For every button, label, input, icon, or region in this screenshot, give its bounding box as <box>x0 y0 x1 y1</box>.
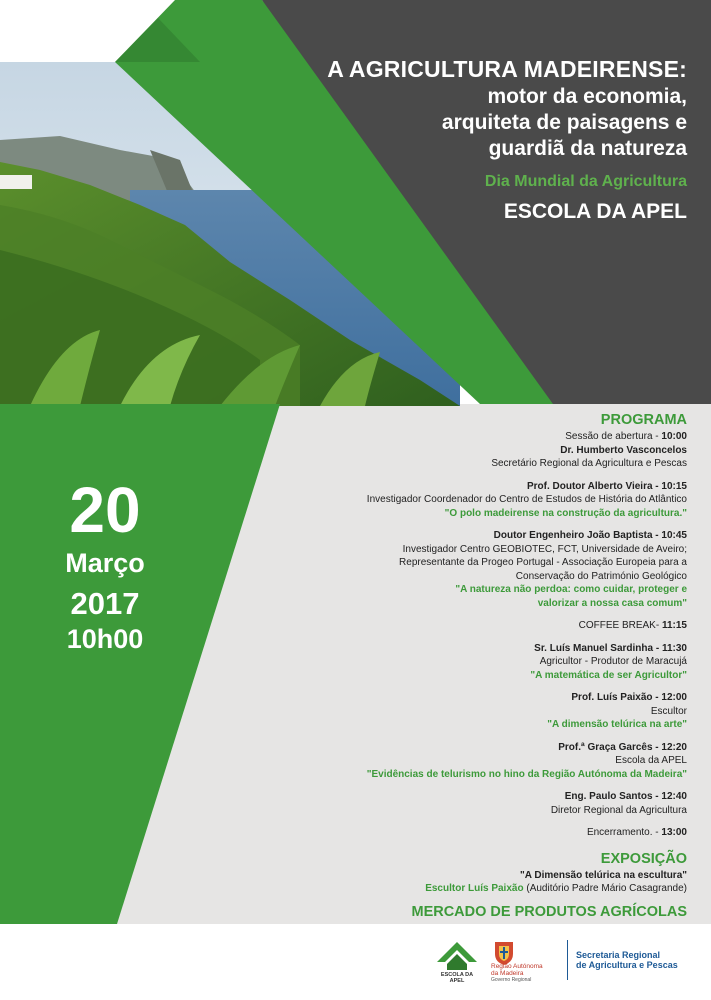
program-entry-line <box>287 642 687 656</box>
date-time: 10h00 <box>66 624 144 654</box>
program-entry-label: Prof.ª Graça Garcês - <box>558 741 662 753</box>
venue-name: ESCOLA DA APEL <box>503 200 687 223</box>
program-entry <box>287 826 687 840</box>
program-entry-line <box>287 691 687 705</box>
program-entry-time: 11:15 <box>661 620 687 631</box>
program-entry-label: COFFEE BREAK- <box>578 620 662 631</box>
apel-logo-icon <box>437 942 477 970</box>
program-entry-line: Investigador Coordenador do Centro de Estudos de História do Atlântico <box>366 494 687 505</box>
program-entry-line: "A dimensão telúrica na arte" <box>547 719 687 730</box>
program-entry-line <box>287 826 687 840</box>
program-entry-line <box>287 619 687 633</box>
date-year: 2017 <box>70 586 140 621</box>
title-line-1: A AGRICULTURA MADEIRENSE: <box>327 56 687 82</box>
program-heading: PROGRAMA <box>600 412 687 428</box>
program-entry-line: Diretor Regional da Agricultura <box>550 804 687 816</box>
market-heading: MERCADO DE PRODUTOS AGRÍCOLAS <box>411 903 687 920</box>
program-entry-line <box>287 480 687 494</box>
program-entry-line: Investigador Centro GEOBIOTEC, FCT, Universidade de Aveiro; <box>402 543 687 555</box>
program-section <box>287 410 687 922</box>
exhibition-heading: EXPOSIÇÃO <box>600 850 687 867</box>
exhibition-artist: Escultor Luís Paixão <box>425 883 524 894</box>
program-entry-time: 12:00 <box>661 692 687 703</box>
madeira-line-3: Governo Regional <box>491 977 532 983</box>
program-entry-line: "Evidências de telurismo no hino da Região Autónoma da Madeira" <box>366 768 687 780</box>
program-entry-label: Prof. Luís Paixão - <box>571 692 662 703</box>
program-entry <box>287 529 687 610</box>
madeira-line-2: da Madeira <box>491 970 524 977</box>
program-entry-line: Conservação do Património Geológico <box>515 570 687 582</box>
program-entry <box>287 619 687 633</box>
program-entry-label: Encerramento. - <box>586 827 662 838</box>
program-entry-label: Doutor Engenheiro João Baptista - <box>493 530 662 541</box>
secretaria-line-1: Secretaria Regional <box>576 950 661 960</box>
date-month: Março <box>65 548 145 578</box>
program-entry-time: 10:15 <box>661 480 687 492</box>
title-line-2: motor da economia, <box>487 85 687 108</box>
program-entry-line: "O polo madeirense na construção da agricultura." <box>444 507 687 519</box>
program-entry-time: 11:30 <box>661 642 687 654</box>
program-entry-line: Dr. Humberto Vasconcelos <box>560 444 687 456</box>
program-entry <box>287 741 687 782</box>
madeira-logo-text <box>491 963 571 984</box>
program-entry <box>287 790 687 817</box>
program-entry-line: Secretário Regional da Agricultura e Pescas <box>491 458 687 469</box>
program-entry <box>287 691 687 732</box>
event-subtitle: Dia Mundial da Agricultura <box>484 173 687 190</box>
exhibition-credit <box>287 882 687 896</box>
madeira-line-1: Região Autónoma <box>491 963 543 970</box>
program-entry <box>287 642 687 683</box>
secretaria-line-2: de Agricultura e Pescas <box>576 960 678 970</box>
program-entry-line: Escola da APEL <box>615 755 687 766</box>
apel-logo-text: ESCOLA DA APEL <box>440 972 474 984</box>
program-entry-line: "A matemática de ser Agricultor" <box>530 669 687 681</box>
program-entry-line: Escultor <box>650 705 687 717</box>
program-entry <box>287 480 687 521</box>
program-entry-time: 13:00 <box>661 827 687 838</box>
program-entry-time: 10:45 <box>661 530 687 541</box>
program-entries <box>287 430 687 840</box>
program-entry-label: Sessão de abertura - <box>565 431 662 442</box>
title-line-3: arquiteta de paisagens e <box>441 111 687 134</box>
program-entry-line: Representante da Progeo Portugal - Associação Europeia para a <box>399 557 687 568</box>
program-entry <box>287 430 687 471</box>
logo-divider <box>567 940 568 980</box>
exhibition-work: "A Dimensão telúrica na escultura" <box>520 869 687 881</box>
program-entry-label: Prof. Doutor Alberto Vieira - <box>526 480 662 492</box>
program-entry-line <box>287 529 687 543</box>
program-entry-line: "A natureza não perdoa: como cuidar, proteger e <box>455 584 687 595</box>
program-entry-label: Sr. Luís Manuel Sardinha - <box>534 642 662 654</box>
date-day: 20 <box>69 474 141 546</box>
exhibition-section <box>287 849 687 896</box>
program-entry-line: Agricultor - Produtor de Maracujá <box>539 656 687 667</box>
program-entry-time: 10:00 <box>661 431 687 442</box>
exhibition-venue: (Auditório Padre Mário Casagrande) <box>526 883 687 894</box>
secretaria-logo-text <box>576 950 706 970</box>
title-line-4: guardiã da natureza <box>488 137 687 160</box>
program-entry-line: valorizar a nossa casa comum" <box>537 597 687 609</box>
program-entry-line <box>287 790 687 804</box>
program-entry-line <box>287 741 687 755</box>
madeira-coat-of-arms-icon <box>495 942 513 965</box>
program-entry-line <box>287 430 687 444</box>
program-entry-time: 12:40 <box>661 791 687 802</box>
program-entry-label: Eng. Paulo Santos - <box>564 791 662 802</box>
program-entry-time: 12:20 <box>661 741 687 753</box>
